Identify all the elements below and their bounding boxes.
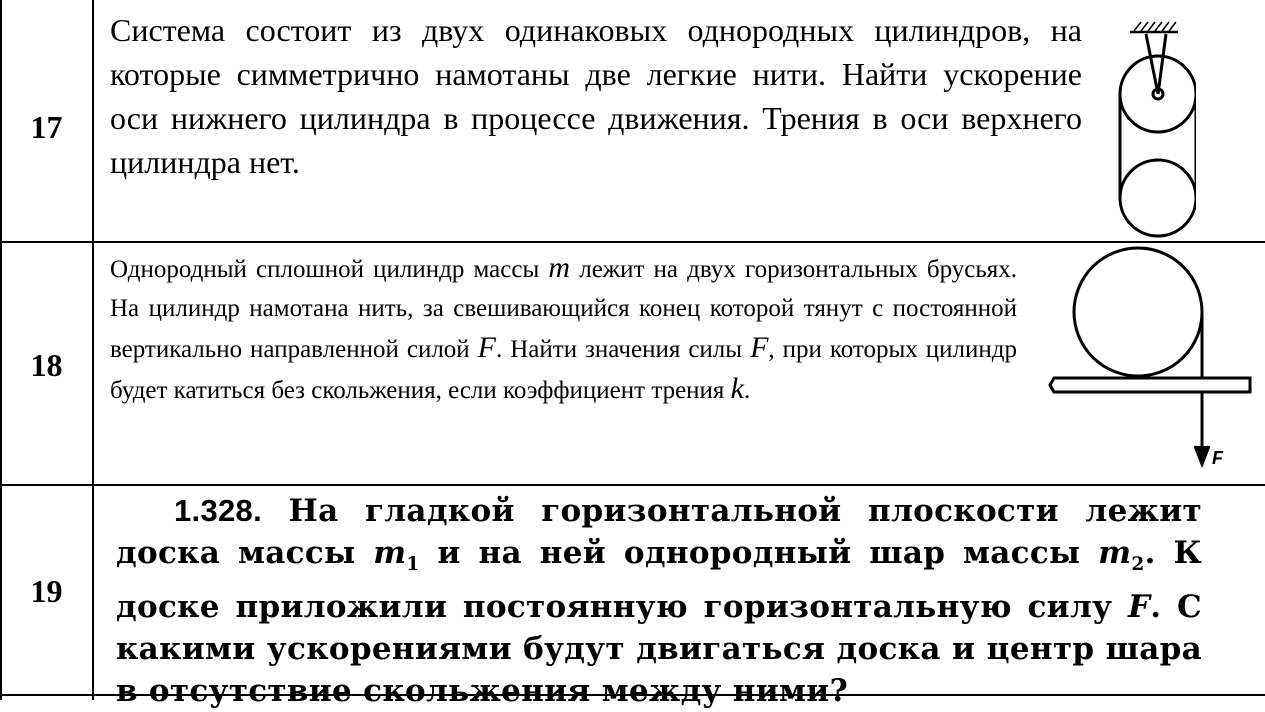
var-F: F	[477, 331, 496, 364]
var-m: m	[548, 251, 571, 284]
row-number-17: 17	[30, 109, 63, 145]
problem-17-text: Система состоит из двух одинаковых однородных цилиндров, на которые симметрично намотаны две легкие нити. Найти ускорение оси нижнего цилиндра в процессе движения. Трения в оси верхнего цилиндра нет.	[110, 12, 1082, 180]
two-cylinder-figure	[1116, 6, 1196, 238]
cylinder-on-bars-figure	[1048, 246, 1253, 476]
var-m1: m	[373, 535, 407, 571]
var-F: F	[1127, 589, 1151, 626]
var-m2: m	[1098, 535, 1132, 571]
var-F: F	[750, 331, 769, 364]
force-label: F	[1212, 448, 1223, 468]
problem-18-text: Однородный сплошной цилиндр массы m лежит на двух горизонтальных брусьях. На цилиндр намотана нить, за свешивающийся конец которой тянут с постоянной вертикально направленной силой F. Найти значения силы F, при которых цилиндр будет катиться без скольжения, если коэффициент трения k.	[110, 251, 1018, 405]
row-number-18: 18	[30, 347, 63, 383]
problem-number: 1.328.	[174, 493, 262, 528]
var-k: k	[730, 372, 744, 405]
row-divider-18-19	[0, 484, 1265, 486]
problem-19-text: 1.328. На гладкой горизонтальной плоскости лежит доска массы $m_1$ и на ней однородный шар массы $m_2$. К доске приложили постоянную горизонтальную силу F. С какими ускорениями будут двигаться доска и центр шара в отсутствие скольжения между ними?	[116, 493, 1203, 710]
row-divider-17-18	[0, 241, 1265, 243]
row-number-19: 19	[30, 573, 63, 609]
